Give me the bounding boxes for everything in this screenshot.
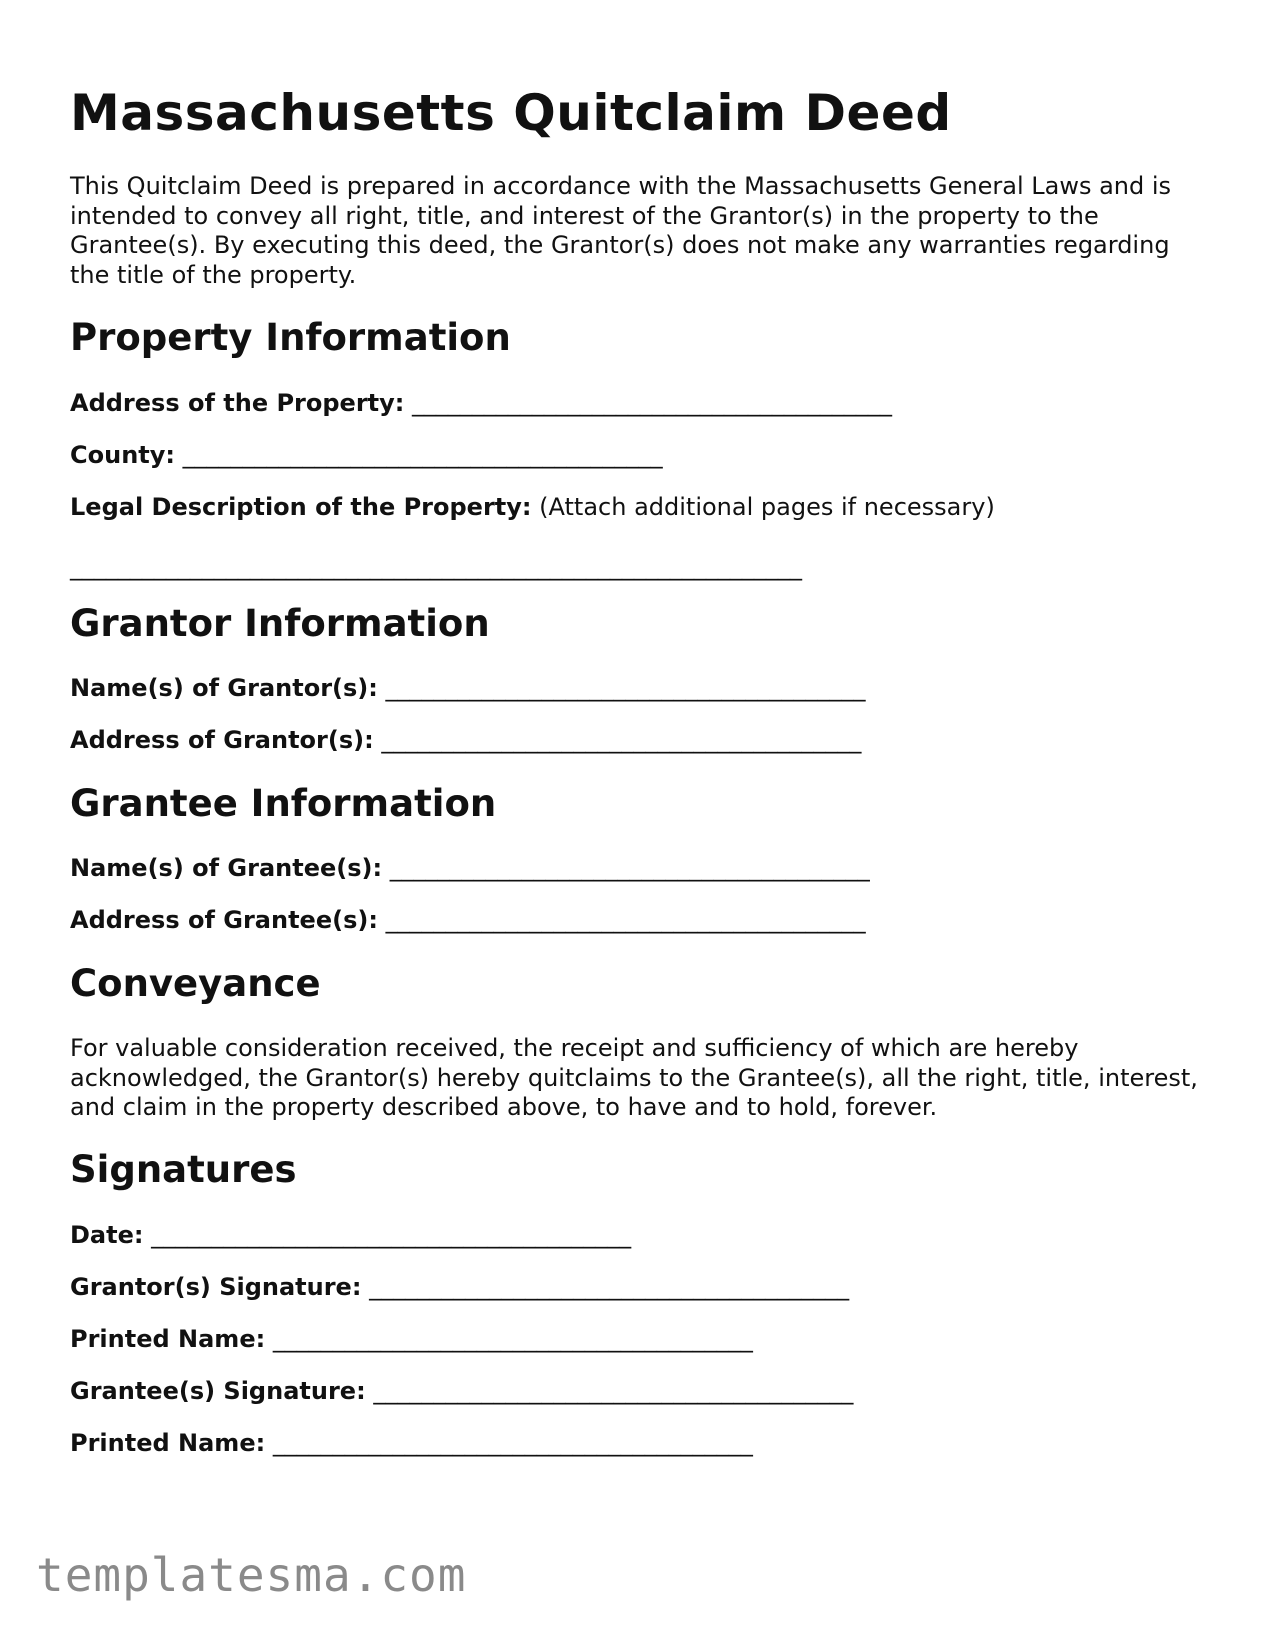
grantor-signature-label: Grantor(s) Signature: bbox=[70, 1273, 362, 1301]
county-field[interactable] bbox=[70, 440, 663, 470]
grantee-signature-label: Grantee(s) Signature: bbox=[70, 1377, 366, 1405]
grantee-signature-field[interactable] bbox=[70, 1376, 853, 1406]
page-title: Massachusetts Quitclaim Deed bbox=[70, 84, 952, 142]
grantor-address-label: Address of Grantor(s): bbox=[70, 726, 374, 754]
grantee-address-field[interactable] bbox=[70, 905, 866, 935]
grantor-name-label: Name(s) of Grantor(s): bbox=[70, 674, 378, 702]
date-field[interactable] bbox=[70, 1220, 631, 1250]
grantee-address-blank[interactable]: ________________________________________ bbox=[385, 906, 866, 934]
date-label: Date: bbox=[70, 1221, 144, 1249]
signatures-heading: Signatures bbox=[70, 1148, 297, 1191]
grantee-name-blank[interactable]: ________________________________________ bbox=[389, 854, 870, 882]
property-information-heading: Property Information bbox=[70, 316, 511, 359]
grantee-information-heading: Grantee Information bbox=[70, 782, 497, 825]
property-address-label: Address of the Property: bbox=[70, 389, 405, 417]
legal-description-field bbox=[70, 492, 995, 522]
grantor-name-field[interactable] bbox=[70, 673, 866, 703]
grantee-address-label: Address of Grantee(s): bbox=[70, 906, 378, 934]
grantor-printed-name-blank[interactable]: ________________________________________ bbox=[272, 1325, 753, 1353]
grantor-printed-name-label: Printed Name: bbox=[70, 1325, 266, 1353]
date-blank[interactable]: ________________________________________ bbox=[151, 1221, 632, 1249]
property-address-blank[interactable]: ________________________________________ bbox=[412, 389, 893, 417]
watermark: templatesma.com bbox=[36, 1548, 467, 1602]
grantor-address-blank[interactable]: ________________________________________ bbox=[381, 726, 862, 754]
grantee-signature-blank[interactable]: ________________________________________ bbox=[373, 1377, 854, 1405]
grantee-printed-name-field[interactable] bbox=[70, 1428, 753, 1458]
grantor-address-field[interactable] bbox=[70, 725, 861, 755]
grantor-printed-name-field[interactable] bbox=[70, 1324, 753, 1354]
grantee-printed-name-label: Printed Name: bbox=[70, 1429, 266, 1457]
grantee-name-field[interactable] bbox=[70, 853, 870, 883]
intro-paragraph: This Quitclaim Deed is prepared in accordance with the Massachusetts General Laws and is intended to convey all right, title, and interest of the Grantor(s) in the property to the Grantee(s). By executing this deed, the Grantor(s) does not make any warranties regarding the title of the property. bbox=[70, 172, 1172, 289]
grantor-information-heading: Grantor Information bbox=[70, 602, 490, 645]
conveyance-paragraph: For valuable consideration received, the receipt and sufficiency of which are hereby acknowledged, the Grantor(s) hereby quitclaims to the Grantee(s), all the right, title, interest, and claim in the property described above, to have and to hold, forever. bbox=[70, 1034, 1198, 1121]
legal-description-note: (Attach additional pages if necessary) bbox=[539, 493, 995, 521]
grantor-signature-blank[interactable]: ________________________________________ bbox=[369, 1273, 850, 1301]
county-label: County: bbox=[70, 441, 175, 469]
county-blank[interactable]: ________________________________________ bbox=[182, 441, 663, 469]
legal-description-blank[interactable]: _____________________________________________________________ bbox=[70, 553, 802, 581]
grantee-name-label: Name(s) of Grantee(s): bbox=[70, 854, 383, 882]
property-address-field[interactable] bbox=[70, 388, 892, 418]
grantor-signature-field[interactable] bbox=[70, 1272, 849, 1302]
grantor-name-blank[interactable]: ________________________________________ bbox=[385, 674, 866, 702]
legal-description-label: Legal Description of the Property: bbox=[70, 493, 532, 521]
conveyance-heading: Conveyance bbox=[70, 962, 321, 1005]
grantee-printed-name-blank[interactable]: ________________________________________ bbox=[272, 1429, 753, 1457]
